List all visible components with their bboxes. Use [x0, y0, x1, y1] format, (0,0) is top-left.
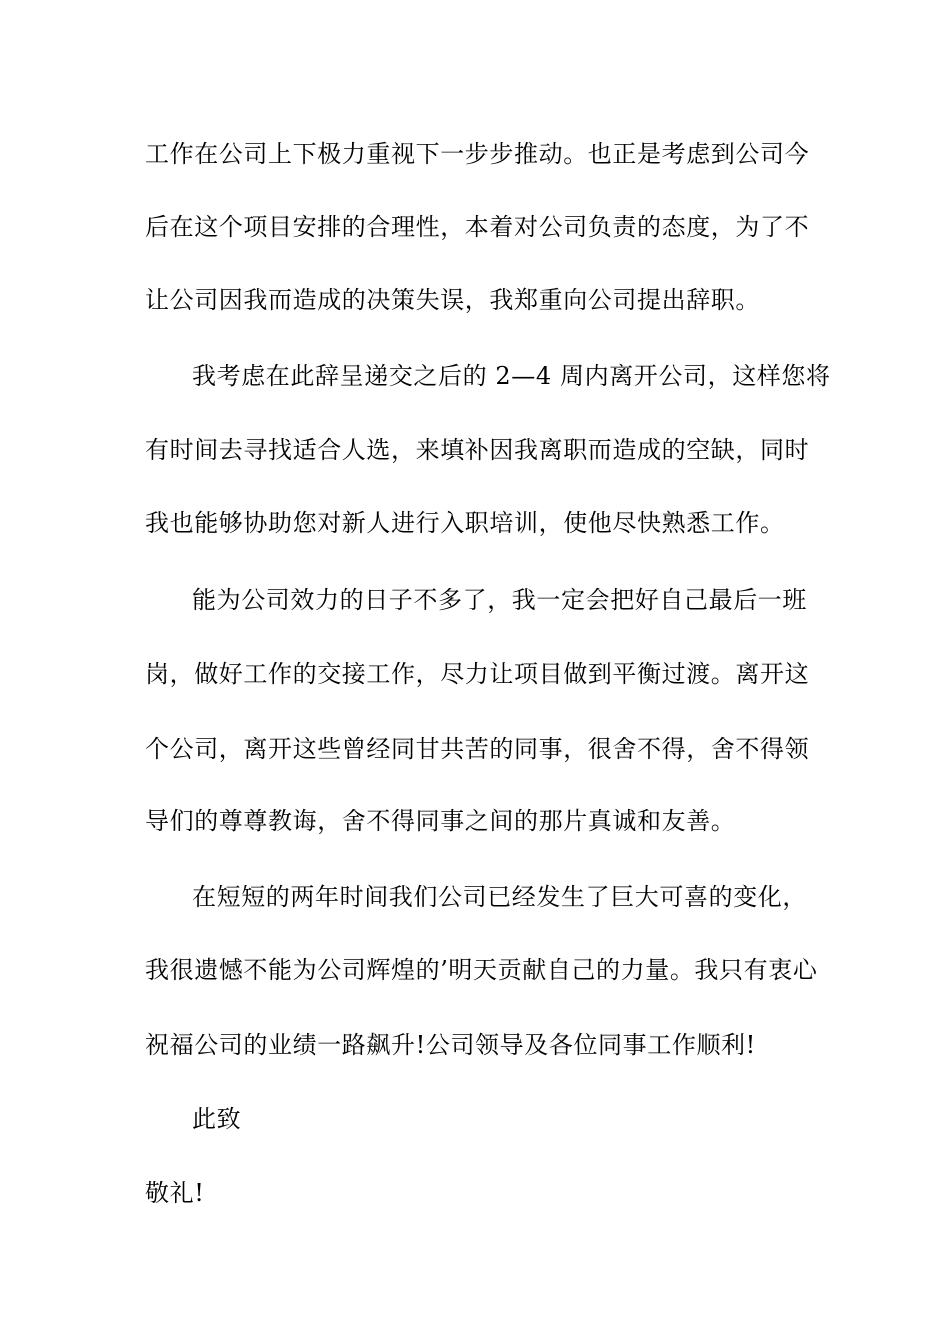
- text-line: 让公司因我而造成的决策失误，我郑重向公司提出辞职。: [145, 286, 760, 314]
- text-line: 后在这个项目安排的合理性，本着对公司负责的态度，为了不: [145, 213, 810, 241]
- text-line: 导们的尊尊教诲，舍不得同事之间的那片真诚和友善。: [145, 807, 736, 835]
- text-line: 我也能够协助您对新人进行入职培训，使他尽快熟悉工作。: [145, 509, 785, 537]
- paragraph-first-line: 在短短的两年时间我们公司已经发生了巨大可喜的变化，: [192, 883, 807, 911]
- text-line: 有时间去寻找适合人选，来填补因我离职而造成的空缺，同时: [145, 436, 810, 464]
- closing-salutation: 此致: [192, 1105, 242, 1133]
- text-line: 岗，做好工作的交接工作，尽力让项目做到平衡过渡。离开这: [145, 660, 810, 688]
- text-line: 祝福公司的业绩一路飙升!公司领导及各位同事工作顺利!: [145, 1031, 756, 1059]
- paragraph-first-line: 我考虑在此辞呈递交之后的 2—4 周内离开公司，这样您将: [192, 362, 831, 390]
- text-line: 个公司，离开这些曾经同甘共苦的同事，很舍不得，舍不得领: [145, 735, 810, 763]
- paragraph-first-line: 能为公司效力的日子不多了，我一定会把好自己最后一班: [192, 586, 807, 614]
- closing-regards: 敬礼!: [145, 1179, 205, 1207]
- text-line: 工作在公司上下极力重视下一步步推动。也正是考虑到公司今: [145, 140, 810, 168]
- text-line: 我很遗憾不能为公司辉煌的’明天贡献自己的力量。我只有衷心: [145, 956, 818, 984]
